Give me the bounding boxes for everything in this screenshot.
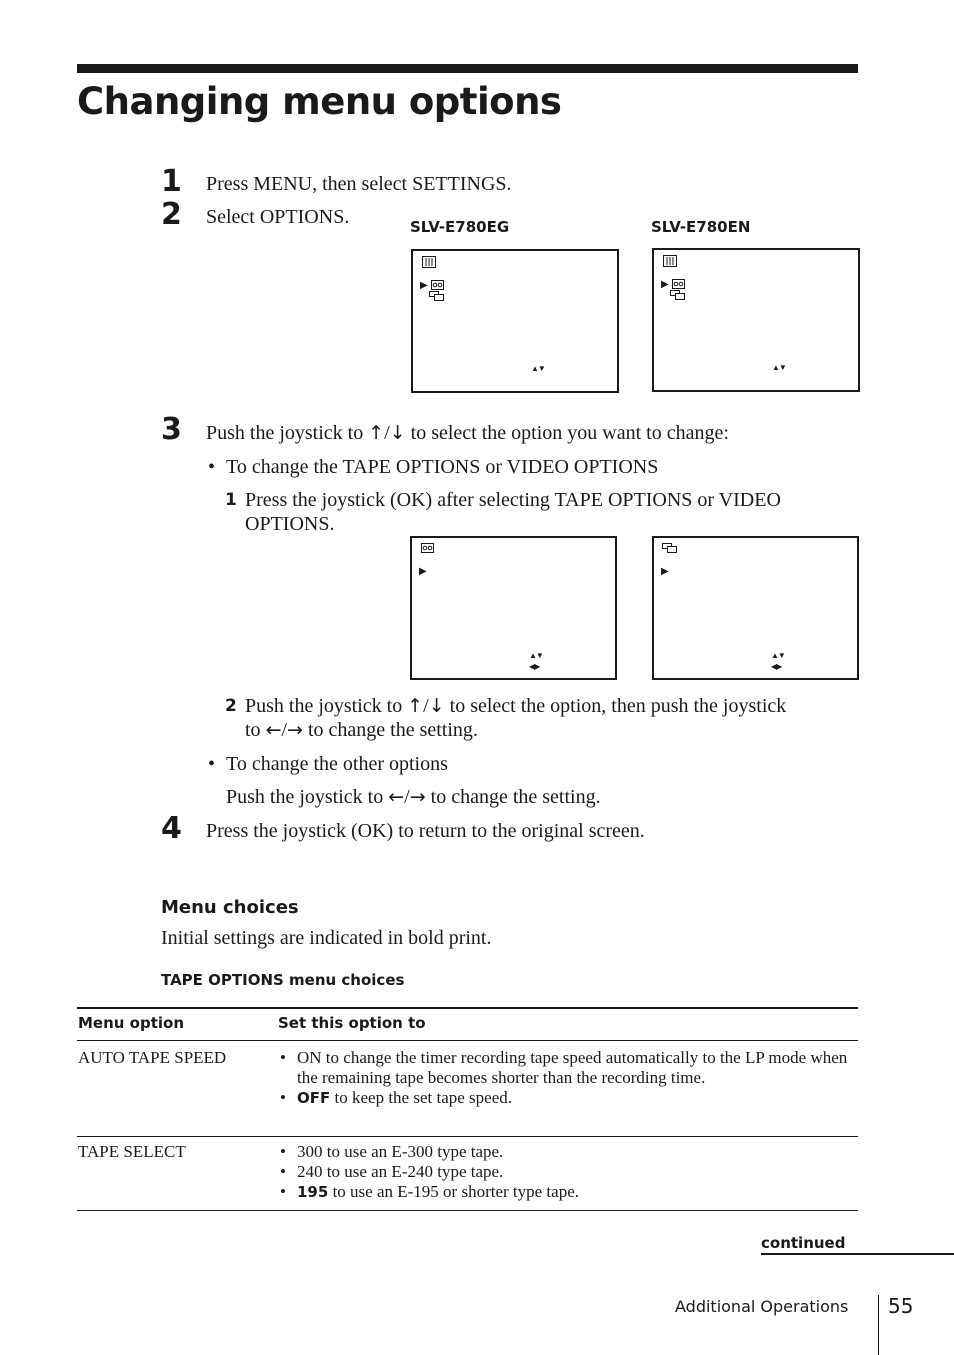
menu-choices-heading: Menu choices — [161, 897, 299, 918]
tape-options-icon — [672, 279, 685, 289]
continued-label: continued — [761, 1234, 846, 1252]
settings-menu-icon — [663, 255, 677, 267]
substep-2-line1 — [245, 694, 786, 718]
substep-2-to: to — [245, 719, 261, 741]
slash: / — [423, 695, 429, 717]
step-3-number: 3 — [161, 412, 182, 447]
table-row-rule — [77, 1136, 858, 1137]
up-arrow-icon: ↑ — [407, 695, 424, 717]
table-row-auto-tape-speed-option: AUTO TAPE SPEED — [78, 1048, 227, 1067]
list-item: • ON to change the timer recording tape speed automatically to the LP mode when the remaining tape becomes shorter than the recording time. — [278, 1048, 858, 1088]
step-3-text — [206, 421, 729, 445]
footer-section-name: Additional Operations — [675, 1297, 849, 1316]
substep-2-number: 2 — [225, 696, 237, 716]
slash: / — [384, 422, 390, 444]
footer-divider — [878, 1295, 879, 1355]
continued-rule — [761, 1253, 954, 1255]
list-item: • 240 to use an E-240 type tape. — [278, 1162, 858, 1182]
bullet-icon: • — [208, 753, 216, 775]
step-2-number: 2 — [161, 197, 182, 232]
right-arrow-icon: → — [409, 786, 426, 808]
leftright-icon: ◀▶ — [771, 662, 782, 671]
list-item: • 195 to use an E-195 or shorter type tape. — [278, 1182, 858, 1202]
down-arrow-icon: ↓ — [428, 695, 445, 717]
step-3-pre: Push the joystick to — [206, 422, 364, 444]
slash: / — [281, 719, 288, 741]
updown-icon: ▲▼ — [772, 363, 786, 372]
menu-cursor-icon: ▶ — [661, 279, 669, 290]
table-row-auto-tape-speed-values — [278, 1048, 858, 1108]
osd-screen-eg-settings — [411, 249, 619, 393]
substep-1-line1: Press the joystick (OK) after selecting TAPE OPTIONS or VIDEO — [245, 489, 781, 511]
up-arrow-icon: ↑ — [368, 422, 385, 444]
other-options-text — [226, 785, 601, 809]
menu-cursor-icon: ▶ — [419, 566, 427, 577]
updown-icon: ▲▼ — [771, 651, 785, 660]
leftright-icon: ◀▶ — [529, 662, 540, 671]
table-bottom-rule — [77, 1210, 858, 1211]
osd-screen-en-settings — [652, 248, 860, 392]
tape-options-icon — [421, 543, 434, 553]
down-arrow-icon: ↓ — [389, 422, 406, 444]
step-2-text: Select OPTIONS. — [206, 206, 350, 228]
right-arrow-icon: → — [287, 719, 303, 741]
osd-screen-tape-options — [410, 536, 617, 680]
column-header-menu-option: Menu option — [78, 1014, 185, 1032]
table-row-tape-select-values — [278, 1142, 858, 1202]
model-label-en: SLV-E780EN — [651, 218, 751, 236]
title-rule — [77, 64, 858, 73]
bullet-icon: • — [208, 456, 216, 478]
step-4-text: Press the joystick (OK) to return to the original screen. — [206, 820, 645, 842]
substep-2-mid: to select the option, then push the joystick — [449, 695, 787, 717]
slash: / — [404, 786, 410, 808]
step-3-post: to select the option you want to change: — [410, 422, 729, 444]
bullet-tape-video-options: To change the TAPE OPTIONS or VIDEO OPTIONS — [226, 456, 659, 478]
bullet-other-options: To change the other options — [226, 753, 448, 775]
step-1-text: Press MENU, then select SETTINGS. — [206, 173, 512, 195]
settings-menu-icon — [422, 256, 436, 268]
tape-options-table-heading: TAPE OPTIONS menu choices — [161, 971, 405, 989]
page-title: Changing menu options — [77, 80, 562, 123]
other-pre: Push the joystick to — [226, 786, 384, 808]
step-1-number: 1 — [161, 164, 182, 199]
updown-icon: ▲▼ — [529, 651, 543, 660]
table-header-rule — [77, 1040, 858, 1041]
tape-options-icon — [431, 280, 444, 290]
updown-icon: ▲▼ — [531, 364, 545, 373]
initial-settings-note: Initial settings are indicated in bold print. — [161, 927, 492, 949]
column-header-set-option: Set this option to — [278, 1014, 426, 1032]
left-arrow-icon: ← — [388, 786, 405, 808]
osd-screen-video-options — [652, 536, 859, 680]
video-options-icon — [670, 290, 686, 300]
left-arrow-icon: ← — [265, 719, 282, 741]
page-number: 55 — [888, 1294, 914, 1318]
substep-2-post: to change the setting. — [307, 719, 478, 741]
substep-1-number: 1 — [225, 490, 237, 510]
menu-cursor-icon: ▶ — [661, 566, 669, 577]
list-item: • 300 to use an E-300 type tape. — [278, 1142, 858, 1162]
model-label-eg: SLV-E780EG — [410, 218, 510, 236]
video-options-icon — [662, 543, 678, 553]
table-row-tape-select-option: TAPE SELECT — [78, 1142, 186, 1161]
other-post: to change the setting. — [430, 786, 601, 808]
list-item: • OFF to keep the set tape speed. — [278, 1088, 858, 1108]
table-top-rule — [77, 1007, 858, 1009]
step-4-number: 4 — [161, 811, 182, 846]
substep-1-line2: OPTIONS. — [245, 513, 335, 535]
video-options-icon — [429, 291, 445, 301]
substep-2-line2 — [245, 718, 478, 742]
menu-cursor-icon: ▶ — [420, 280, 428, 291]
substep-2-pre: Push the joystick to — [245, 695, 403, 717]
